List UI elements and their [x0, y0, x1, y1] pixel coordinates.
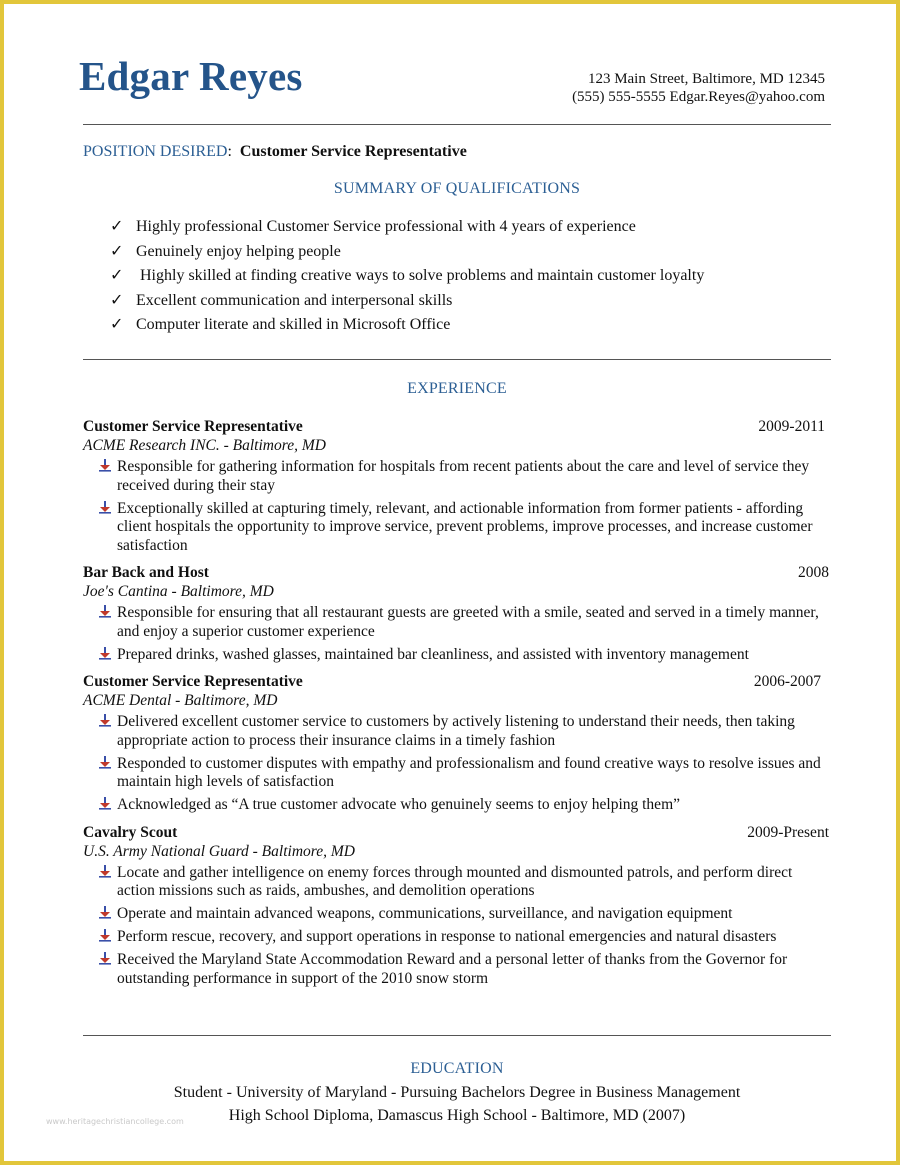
- job-company: U.S. Army National Guard - Baltimore, MD: [83, 842, 355, 860]
- qualification-item: [110, 314, 704, 339]
- job-title: Cavalry Scout: [83, 823, 178, 841]
- experience-heading: EXPERIENCE: [407, 380, 507, 397]
- arrow-bullet-icon: [99, 864, 117, 882]
- job-company: Joe's Cantina - Baltimore, MD: [83, 583, 274, 600]
- qualification-item: [110, 241, 704, 266]
- job-bullet: [99, 905, 831, 924]
- job-bullet: [99, 604, 831, 641]
- qualification-text: Highly skilled at finding creative ways to solve problems and maintain customer loyalty: [136, 267, 705, 284]
- job-bullet: [99, 755, 831, 792]
- job-dates: 2009-2011: [758, 418, 825, 435]
- job-bullet-text: Prepared drinks, washed glasses, maintained bar cleanliness, and assisted with inventory management: [117, 645, 749, 663]
- job-bullet-text: Operate and maintain advanced weapons, communications, surveillance, and navigation equipment: [117, 905, 733, 922]
- contact-phone-email: (555) 555-5555 Edgar.Reyes@yahoo.com: [572, 89, 825, 105]
- education-block: [83, 1081, 831, 1127]
- job-entry: [83, 672, 831, 815]
- job-bullet-text: Perform rescue, recovery, and support operations in response to national emergencies and natural disasters: [117, 928, 777, 945]
- job-bullet-text: Locate and gather intelligence on enemy forces through mounted and dismounted patrols, and perform direct action missions such as raids, ambushes, and demolition operations: [117, 863, 793, 899]
- arrow-bullet-icon: [99, 500, 117, 518]
- job-header: [83, 672, 831, 691]
- job-bullet-text: Responded to customer disputes with empathy and professionalism and found creative ways to resolve issues and maintain high levels of satisfaction: [117, 754, 821, 790]
- job-bullet: [99, 500, 831, 556]
- position-desired: [83, 143, 467, 161]
- job-bullets: [83, 458, 831, 555]
- check-icon: ✓: [110, 218, 124, 235]
- job-bullet-text: Acknowledged as “A true customer advocate who genuinely seems to enjoy helping them”: [117, 796, 681, 813]
- check-icon: ✓: [110, 242, 124, 260]
- job-title: Bar Back and Host: [83, 564, 209, 581]
- job-bullet: [99, 646, 831, 665]
- job-header: [83, 823, 831, 842]
- job-title: Customer Service Representative: [83, 673, 303, 690]
- job-bullet: [99, 928, 831, 947]
- arrow-bullet-icon: [99, 458, 117, 476]
- check-icon: ✓: [110, 267, 124, 284]
- candidate-name: Edgar Reyes: [79, 53, 303, 99]
- position-separator: :: [227, 143, 232, 160]
- job-entry: [83, 563, 831, 664]
- job-bullets: [83, 713, 831, 815]
- qualification-text: Highly professional Customer Service professional with 4 years of experience: [136, 218, 636, 235]
- job-company: ACME Dental - Baltimore, MD: [83, 692, 278, 709]
- job-dates: 2006-2007: [753, 673, 821, 690]
- job-bullet: [99, 713, 831, 750]
- experience-list: [83, 417, 831, 996]
- arrow-bullet-icon: [99, 755, 117, 773]
- qualification-text: Computer literate and skilled in Microsoft Office: [136, 316, 451, 333]
- divider-experience: [83, 1035, 831, 1036]
- summary-heading: SUMMARY OF QUALIFICATIONS: [333, 180, 581, 197]
- job-entry: [83, 823, 831, 989]
- qualification-item: [110, 290, 704, 315]
- job-dates: 2009-Present: [747, 823, 829, 841]
- arrow-bullet-icon: [99, 796, 117, 814]
- job-bullets: [83, 604, 831, 664]
- qualifications-list: [110, 216, 704, 339]
- qualification-item: [110, 265, 704, 290]
- divider-summary: [83, 359, 831, 360]
- job-title: Customer Service Representative: [83, 418, 303, 435]
- education-line: Student - University of Maryland - Pursuing Bachelors Degree in Business Management: [173, 1084, 741, 1101]
- education-line: High School Diploma, Damascus High School - Baltimore, MD (2007): [228, 1107, 686, 1124]
- job-bullet-text: Received the Maryland State Accommodation Reward and a personal letter of thanks from the Governor for outstanding performance in support of the 2010 snow storm: [117, 951, 788, 987]
- arrow-bullet-icon: [99, 646, 117, 664]
- job-header: [83, 563, 831, 582]
- arrow-bullet-icon: [99, 951, 117, 969]
- job-bullet-text: Responsible for gathering information for hospitals from recent patients about the care and level of service they received during their stay: [117, 458, 810, 494]
- check-icon: ✓: [110, 291, 124, 309]
- contact-address: 123 Main Street, Baltimore, MD 12345: [587, 71, 825, 87]
- job-bullet-text: Responsible for ensuring that all restaurant guests are greeted with a smile, seated and served in a timely manner, and enjoy a superior customer experience: [117, 604, 819, 640]
- contact-block: [572, 70, 825, 106]
- job-company: ACME Research INC. - Baltimore, MD: [83, 437, 326, 454]
- job-bullet: [99, 796, 831, 815]
- job-bullet: [99, 458, 831, 495]
- job-bullet-text: Delivered excellent customer service to customers by actively listening to understand their needs, then taking appropriate action to process their insurance claims in a timely fashion: [117, 713, 795, 749]
- watermark: www.heritagechristiancollege.com: [46, 1117, 184, 1126]
- education-heading: EDUCATION: [410, 1060, 504, 1077]
- job-dates: 2008: [798, 564, 829, 581]
- qualification-text: Excellent communication and interpersonal skills: [136, 291, 453, 309]
- position-label: POSITION DESIRED: [83, 143, 228, 160]
- arrow-bullet-icon: [99, 713, 117, 731]
- arrow-bullet-icon: [99, 604, 117, 622]
- check-icon: ✓: [110, 316, 124, 333]
- qualification-text: Genuinely enjoy helping people: [136, 242, 341, 260]
- job-bullet: [99, 951, 831, 988]
- job-bullet: [99, 864, 831, 901]
- job-header: [83, 417, 831, 436]
- job-bullet-text: Exceptionally skilled at capturing timely, relevant, and actionable information from former patients - affording client hospitals the opportunity to improve service, prevent problems, improve processes, and increase customer satisfaction: [117, 499, 813, 554]
- job-bullets: [83, 864, 831, 989]
- qualification-item: [110, 216, 704, 241]
- position-value: Customer Service Representative: [239, 143, 467, 160]
- divider-top: [83, 124, 831, 125]
- job-entry: [83, 417, 831, 555]
- arrow-bullet-icon: [99, 905, 117, 923]
- arrow-bullet-icon: [99, 928, 117, 946]
